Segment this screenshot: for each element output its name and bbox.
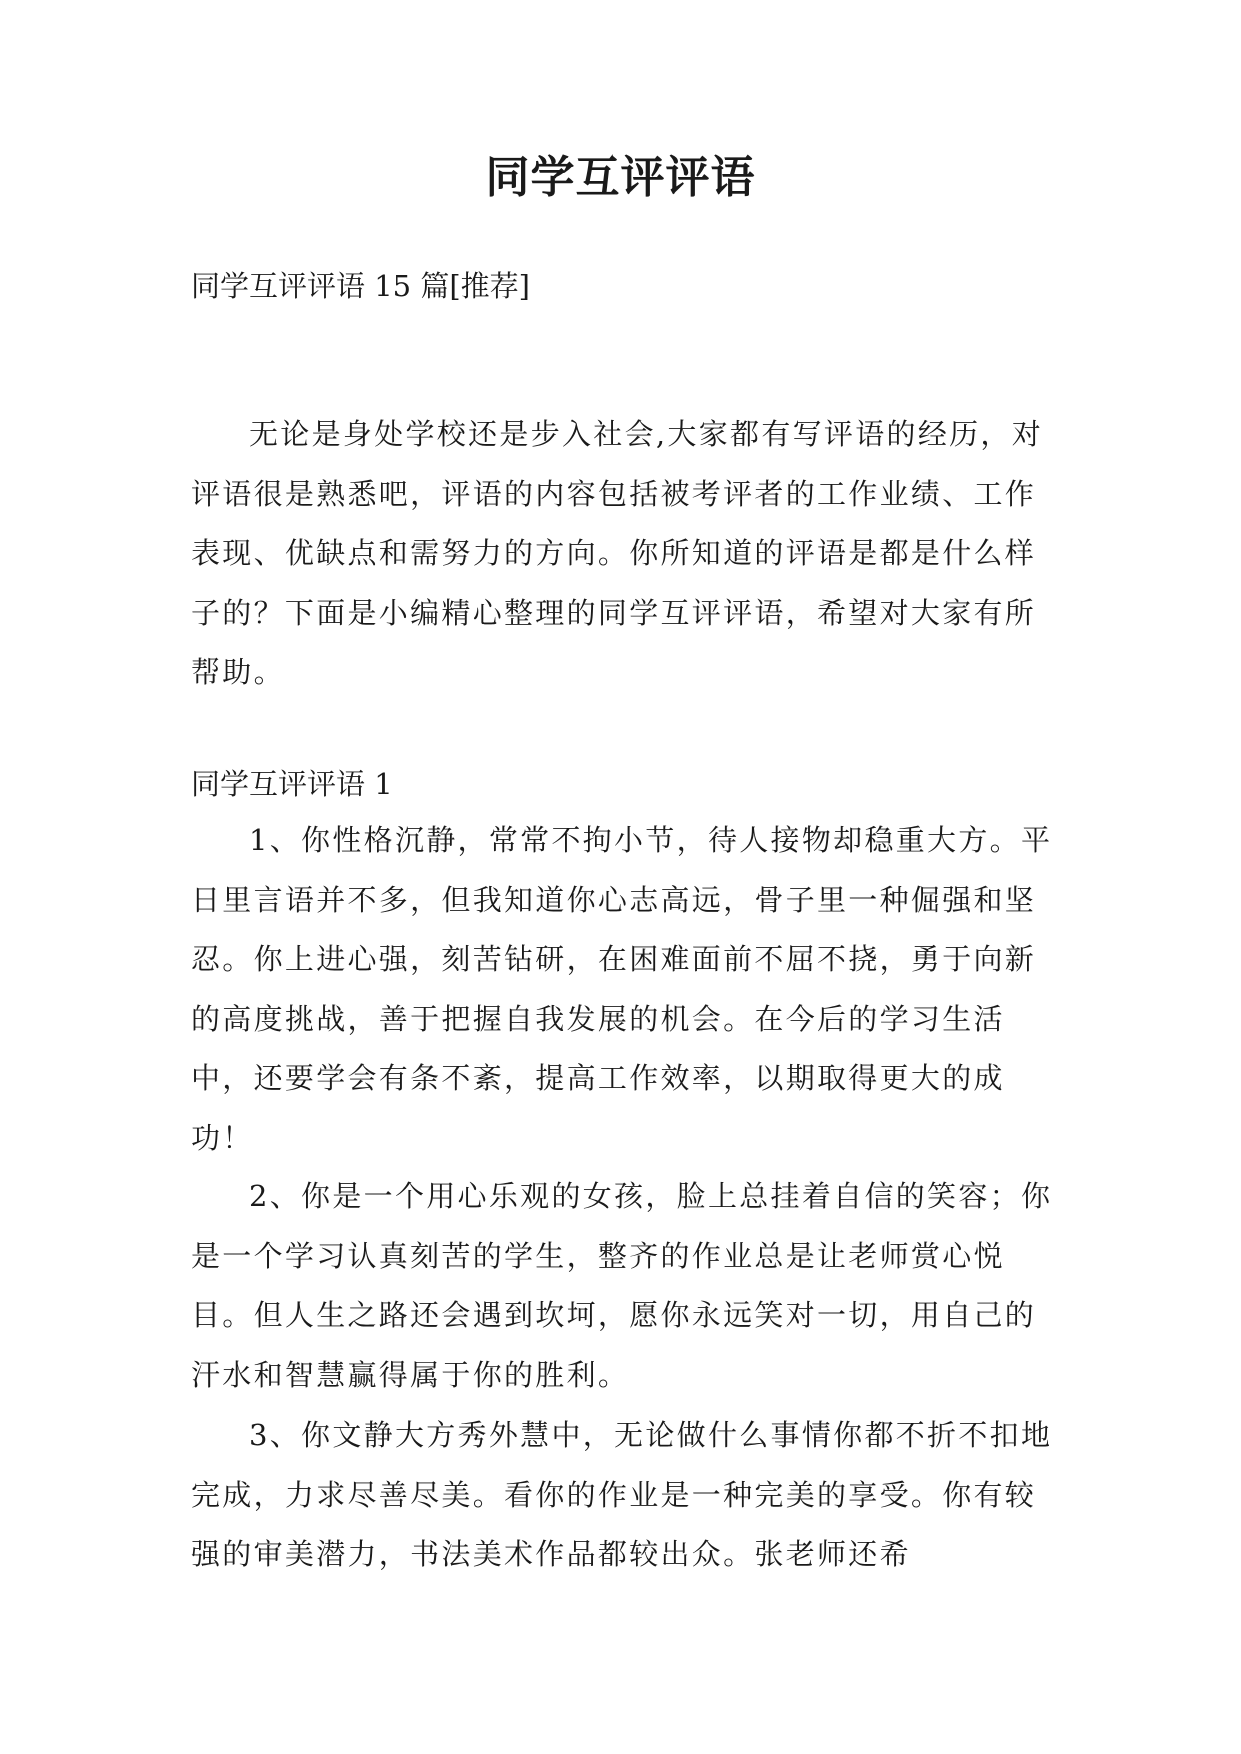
document-subtitle: 同学互评评语 15 篇[推荐] bbox=[191, 269, 530, 303]
intro-paragraph: 无论是身处学校还是步入社会,大家都有写评语的经历，对评语很是熟悉吧，评语的内容包括被考评者的工作业绩、工作表现、优缺点和需努力的方向。你所知道的评语是都是什么样子的？下面是小编精心整理的同学互评评语，希望对大家有所帮助。 bbox=[191, 417, 1044, 689]
section-heading: 同学互评评语 1 bbox=[191, 767, 393, 801]
comment-item-1: 1、你性格沉静，常常不拘小节，待人接物却稳重大方。平日里言语并不多，但我知道你心志高远，骨子里一种倔强和坚忍。你上进心强，刻苦钻研，在困难面前不屈不挠，勇于向新的高度挑战，善于把握自我发展的机会。在今后的学习生活中，还要学会有条不紊，提高工作效率，以期取得更大的成功！ bbox=[191, 823, 1053, 1155]
document-title: 同学互评评语 bbox=[485, 152, 756, 203]
comment-item-3: 3、你文静大方秀外慧中，无论做什么事情你都不折不扣地完成，力求尽善尽美。看你的作业是一种完美的享受。你有较强的审美潜力，书法美术作品都较出众。张老师还希 bbox=[191, 1418, 1053, 1571]
comment-item-2: 2、你是一个用心乐观的女孩，脸上总挂着自信的笑容；你是一个学习认真刻苦的学生，整齐的作业总是让老师赏心悦目。但人生之路还会遇到坎坷，愿你永远笑对一切，用自己的汗水和智慧赢得属于你的胜利。 bbox=[191, 1179, 1053, 1392]
